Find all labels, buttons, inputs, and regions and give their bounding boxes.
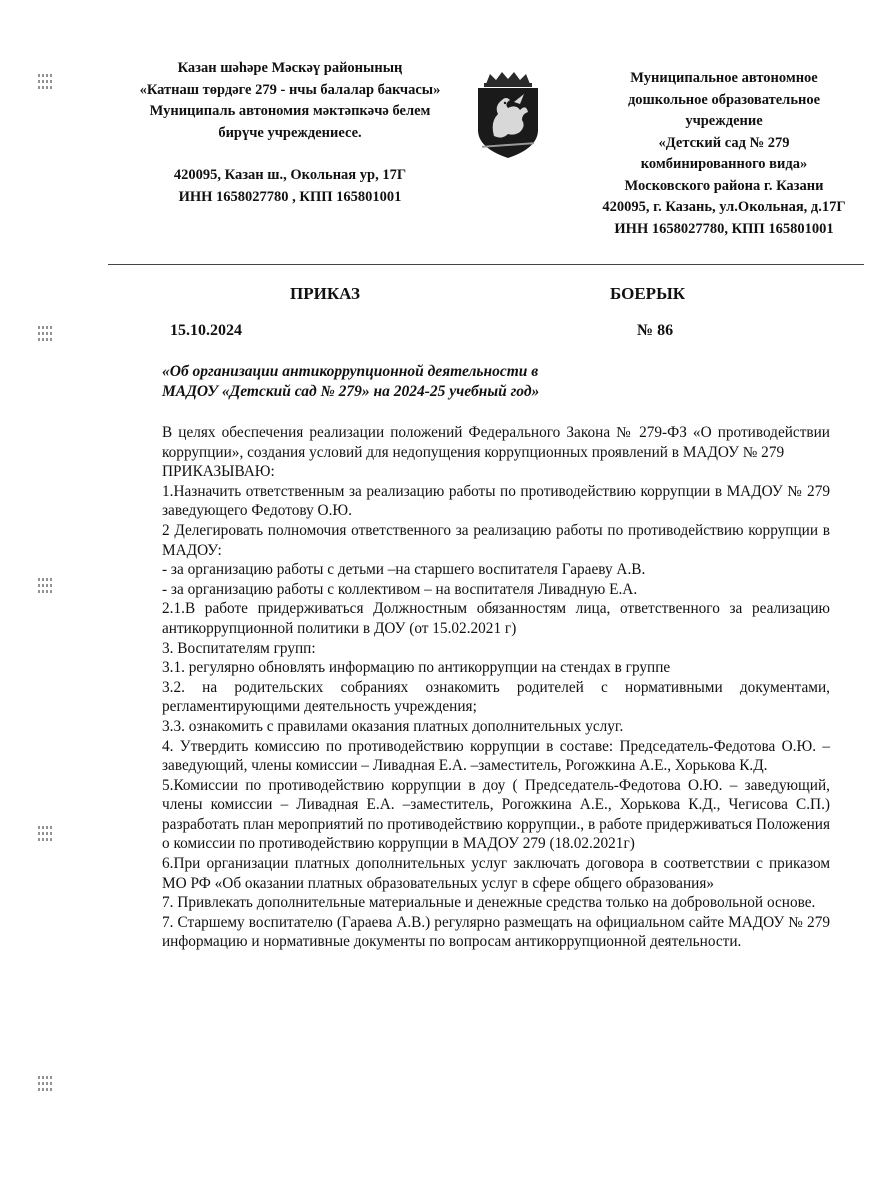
scan-artifact [38,326,54,329]
scan-artifact [38,1076,54,1079]
order-subject-line: «Об организации антикоррупционной деятельности в [162,363,539,380]
header-left-line: Казан шәһәре Мәскәү районының [177,60,403,76]
header-right-inn: ИНН 1658027780, КПП 165801001 [614,220,834,237]
header-right-address: 420095, г. Казань, ул.Окольная, д.17Г [602,199,846,215]
header-right-block [568,68,872,240]
scan-artifact [38,332,54,335]
order-title-ru: ПРИКАЗ [290,284,360,303]
order-date: 15.10.2024 [170,322,242,339]
body-paragraph: 2.1.В работе придерживаться Должностным обязанностям лица, ответственного за реализацию антикоррупционной политики в ДОУ (от 15.02.2021 г) [162,600,830,637]
scan-artifact [38,1088,54,1091]
order-number: № 86 [637,322,674,339]
header-divider [108,264,864,265]
scan-artifact [38,838,54,841]
scan-artifact [38,584,54,587]
scan-artifact [38,832,54,835]
body-paragraph: 2 Делегировать полномочия ответственного за реализацию работы по противодействию коррупции в МАДОУ: [162,521,830,559]
header-right-line: «Детский сад № 279 [658,134,790,151]
body-paragraph: 3.1. регулярно обновлять информацию по антикоррупции на стендах в группе [162,659,671,677]
header-left-address: 420095, Казан ш., Окольная ур, 17Г [173,167,407,183]
body-paragraph: 4. Утвердить комиссию по противодействию коррупции в составе: Председатель-Федотова О.Ю. –заведующий, члены комиссии – Ливадная Е.А. –заместитель, Рогожкина А.Е., Хорькова К.Д. [162,737,830,775]
scan-artifact [38,590,54,593]
scan-artifact [38,80,54,83]
scan-artifact [38,1082,54,1085]
header-left-inn: ИНН 1658027780 , КПП 165801001 [178,188,402,205]
header-left-line: «Катнаш төрдәге 279 - нчы балалар бакчасы» [139,81,441,98]
header-left-line: Муниципаль автономия мәктәпкәчә белем [149,103,431,119]
order-subject-line: МАДОУ «Детский сад № 279» на 2024-25 учебный год» [162,383,540,400]
body-paragraph: 3.3. ознакомить с правилами оказания платных дополнительных услуг. [162,717,624,735]
scan-artifact [38,86,54,89]
body-paragraph: В целях обеспечения реализации положений Федерального Закона № 279-ФЗ «О противодействии коррупции», создания условий для недопущения коррупционных проявлений в МАДОУ № 279 [162,424,830,461]
header-right-line: комбинированного вида» [640,156,808,172]
body-paragraph: - за организацию работы с детьми –на старшего воспитателя Гараеву А.В. [162,561,646,579]
body-paragraph: 3. Воспитателям групп: [162,639,316,657]
header-right-line: Московского района г. Казани [624,177,824,194]
kazan-coat-of-arms-icon [468,70,548,160]
header-right-line: дошкольное образовательное [627,91,821,108]
body-paragraph: 7. Привлекать дополнительные материальные и денежные средства только на добровольной основе. [162,894,816,912]
body-paragraph: ПРИКАЗЫВАЮ: [162,463,275,481]
header-left-line: бирүче учреждениесе. [218,124,362,141]
body-paragraph: 7. Старшему воспитателю (Гараева А.В.) регулярно размещать на официальном сайте МАДОУ № 279 информацию и нормативные документы по вопросам антикоррупционной деятельности. [162,913,830,951]
body-paragraph: 6.При организации платных дополнительных услуг заключать договора в соответствии с приказом МО РФ «Об оказании платных образовательных услуг в сфере общего образования» [162,855,830,892]
scan-artifact [38,578,54,581]
scan-artifact [38,74,54,77]
header-left-block [100,58,480,208]
scan-artifact [38,338,54,341]
body-paragraph: 5.Комиссии по противодействию коррупции в доу ( Председатель-Федотова О.Ю. – заведующий, члены комиссии – Ливадная Е.А. –заместитель, Рогожкина А.Е., Хорькова К.Д., Чегисова С.П.) разработать план мероприятий по противодействию коррупции., в работе придерживаться Положения о комиссии по противодействию коррупции в МАДОУ 279 (18.02.2021г) [162,776,830,853]
order-body [162,423,830,952]
body-paragraph: 1.Назначить ответственным за реализацию работы по противодействию коррупции в МАДОУ № 279 заведующего Федотову О.Ю. [162,482,830,520]
order-subject [162,362,632,402]
body-paragraph: - за организацию работы с коллективом – на воспитателя Ливадную Е.А. [162,580,638,598]
body-paragraph: 3.2. на родительских собраниях ознакомить родителей с нормативными документами, регламентирующими деятельность учреждения; [162,678,830,716]
scan-artifact [38,826,54,829]
header-right-line: учреждение [685,113,763,129]
header-right-line: Муниципальное автономное [630,70,818,86]
order-title-tt: БОЕРЫК [610,284,686,303]
